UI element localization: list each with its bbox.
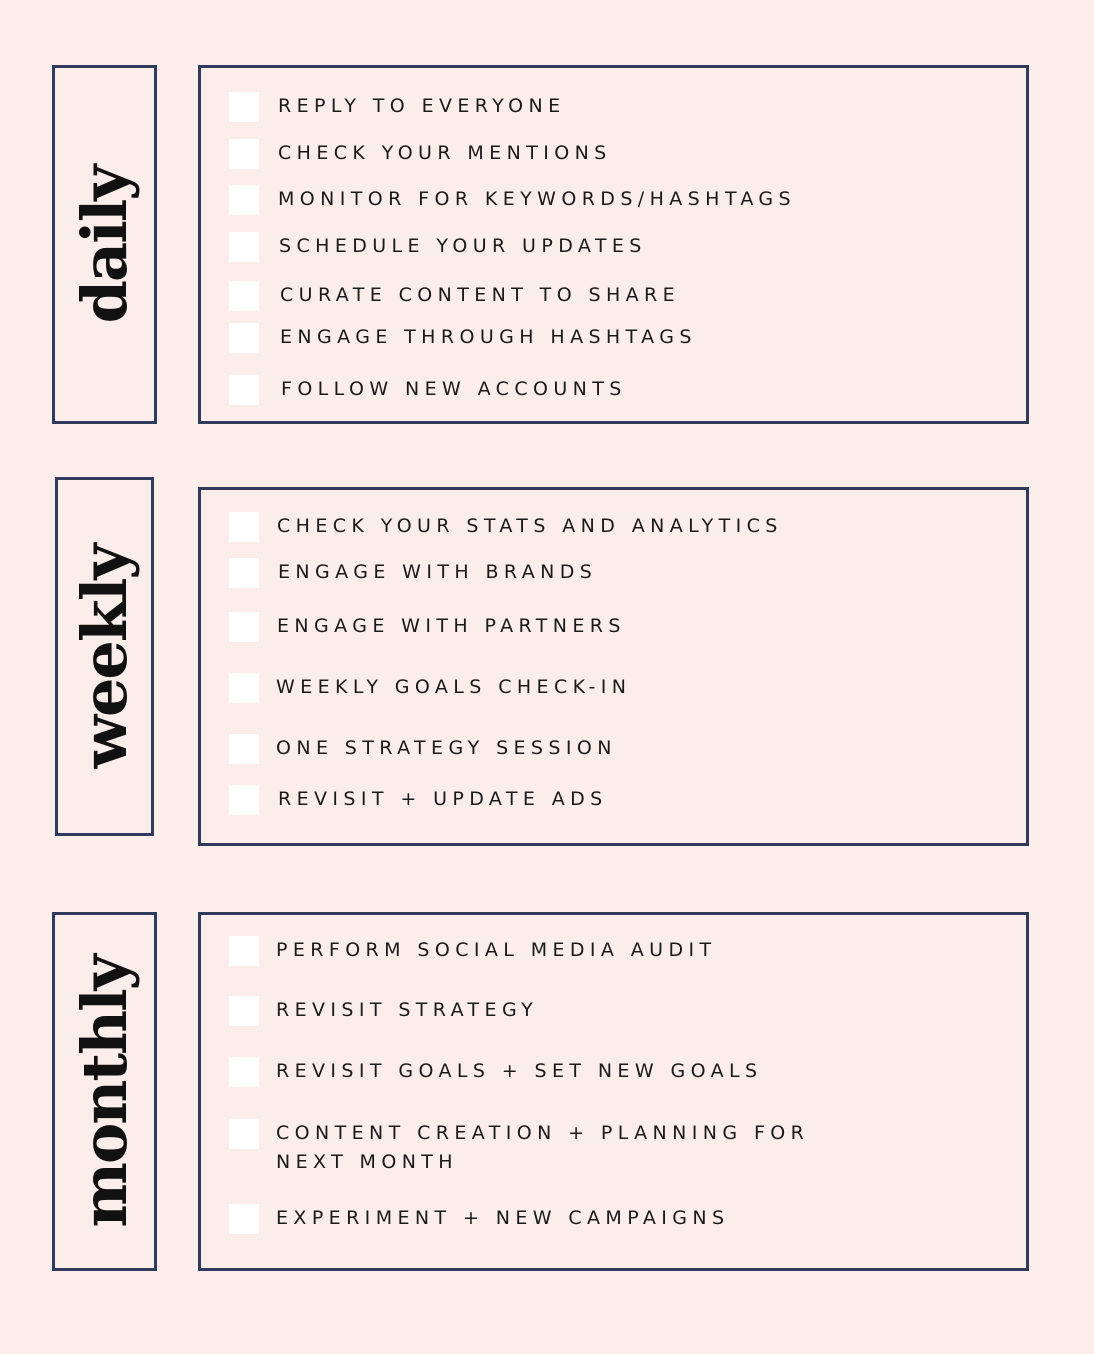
item-label: REVISIT STRATEGY bbox=[276, 999, 539, 1021]
checkbox[interactable] bbox=[229, 139, 259, 169]
section-list-daily bbox=[198, 65, 1029, 424]
section-label-box-daily bbox=[52, 65, 157, 424]
checkbox[interactable] bbox=[229, 785, 259, 815]
item-label: CONTENT CREATION + PLANNING FOR bbox=[276, 1122, 810, 1144]
section-list-monthly bbox=[198, 912, 1029, 1271]
item-label: MONITOR FOR KEYWORDS/HASHTAGS bbox=[278, 188, 797, 210]
item-label: CHECK YOUR MENTIONS bbox=[278, 142, 612, 164]
section-list-weekly bbox=[198, 487, 1029, 846]
checkbox[interactable] bbox=[229, 1057, 259, 1087]
item-label: ENGAGE WITH BRANDS bbox=[278, 561, 598, 583]
section-label-box-monthly bbox=[52, 912, 157, 1271]
item-label: SCHEDULE YOUR UPDATES bbox=[279, 235, 647, 257]
item-label: CURATE CONTENT TO SHARE bbox=[280, 284, 681, 306]
section-label-box-weekly bbox=[55, 477, 154, 836]
item-label: FOLLOW NEW ACCOUNTS bbox=[281, 378, 627, 400]
section-label-weekly: weekly bbox=[67, 545, 141, 768]
checkbox[interactable] bbox=[229, 92, 259, 122]
item-label: CHECK YOUR STATS AND ANALYTICS bbox=[277, 515, 783, 537]
checkbox[interactable] bbox=[229, 734, 259, 764]
item-label: ONE STRATEGY SESSION bbox=[276, 737, 617, 759]
checkbox[interactable] bbox=[229, 185, 259, 215]
item-label-continued: NEXT MONTH bbox=[276, 1151, 458, 1173]
item-label: ENGAGE WITH PARTNERS bbox=[277, 615, 626, 637]
item-label: EXPERIMENT + NEW CAMPAIGNS bbox=[276, 1207, 730, 1229]
section-label-daily: daily bbox=[67, 166, 141, 323]
checkbox[interactable] bbox=[229, 936, 259, 966]
checkbox[interactable] bbox=[229, 512, 259, 542]
item-label: ENGAGE THROUGH HASHTAGS bbox=[280, 326, 697, 348]
item-label: WEEKLY GOALS CHECK-IN bbox=[276, 676, 632, 698]
checkbox[interactable] bbox=[229, 1119, 259, 1149]
item-label: REPLY TO EVERYONE bbox=[278, 95, 566, 117]
checkbox[interactable] bbox=[229, 323, 259, 353]
item-label: REVISIT GOALS + SET NEW GOALS bbox=[276, 1060, 763, 1082]
section-label-monthly: monthly bbox=[67, 955, 141, 1228]
item-label: PERFORM SOCIAL MEDIA AUDIT bbox=[276, 939, 717, 961]
checkbox[interactable] bbox=[229, 612, 259, 642]
checkbox[interactable] bbox=[229, 558, 259, 588]
checkbox[interactable] bbox=[229, 232, 259, 262]
item-label: REVISIT + UPDATE ADS bbox=[278, 788, 608, 810]
checkbox[interactable] bbox=[229, 1204, 259, 1234]
checkbox[interactable] bbox=[229, 281, 259, 311]
checkbox[interactable] bbox=[229, 673, 259, 703]
checkbox[interactable] bbox=[229, 375, 259, 405]
checkbox[interactable] bbox=[229, 996, 259, 1026]
